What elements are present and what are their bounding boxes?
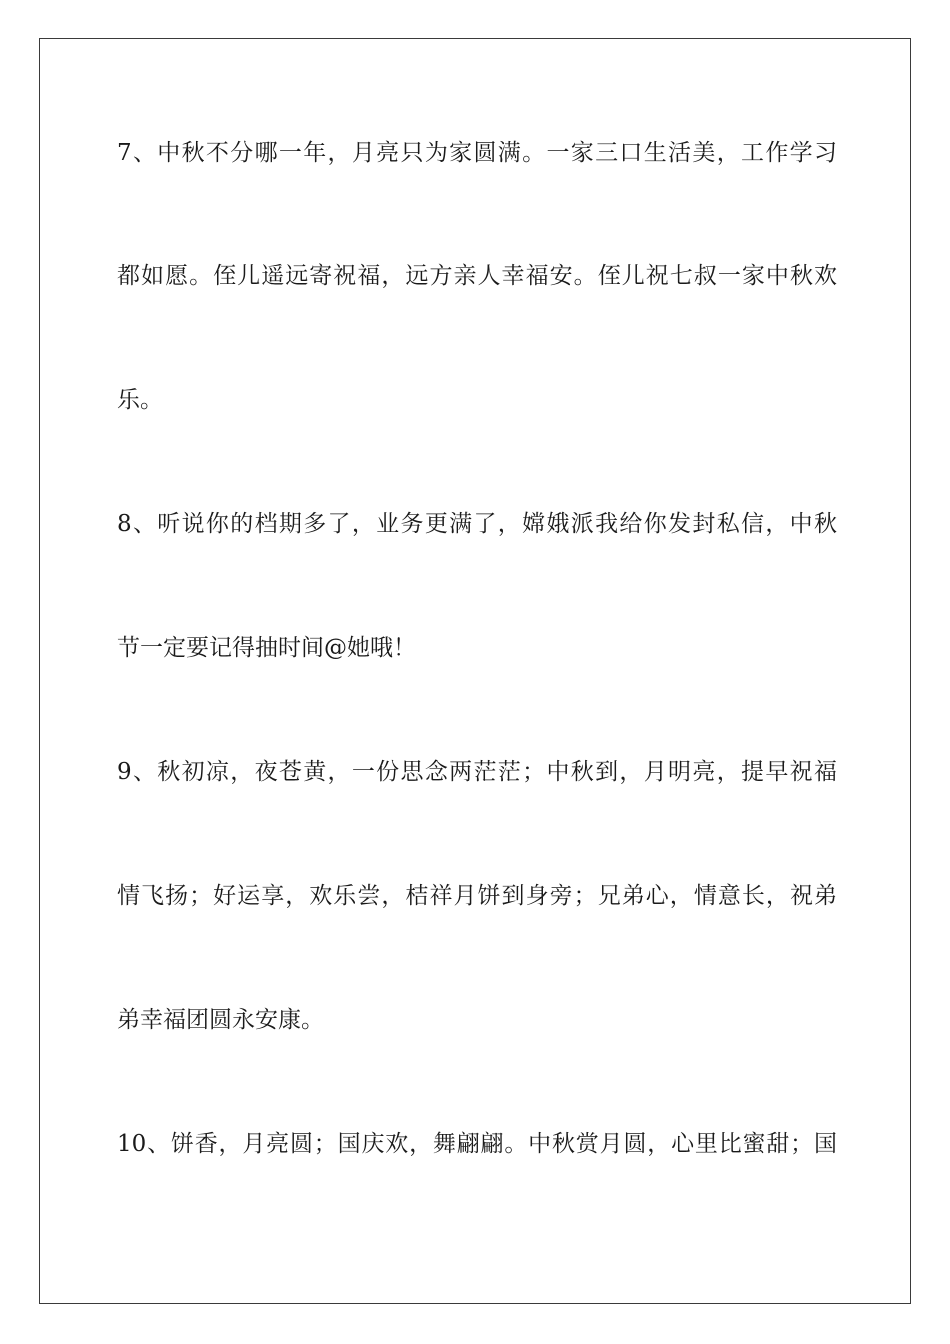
page-border [39, 38, 911, 1304]
text-line: 节一定要记得抽时间@她哦！ [117, 635, 416, 661]
text-line: 情飞扬；好运享，欢乐尝，桔祥月饼到身旁；兄弟心，情意长，祝弟 [117, 883, 837, 909]
text-line: 乐。 [117, 387, 163, 413]
text-line: 9、秋初凉，夜苍黄，一份思念两茫茫；中秋到，月明亮，提早祝福 [117, 759, 837, 785]
text-line: 弟幸福团圆永安康。 [117, 1007, 324, 1033]
text-line: 都如愿。侄儿遥远寄祝福，远方亲人幸福安。侄儿祝七叔一家中秋欢 [117, 263, 837, 289]
text-line: 8、听说你的档期多了，业务更满了，嫦娥派我给你发封私信，中秋 [117, 511, 837, 537]
text-line: 7、中秋不分哪一年，月亮只为家圆满。一家三口生活美，工作学习 [117, 140, 837, 166]
text-line: 10、饼香，月亮圆；国庆欢，舞翩翩。中秋赏月圆，心里比蜜甜；国 [117, 1131, 837, 1157]
